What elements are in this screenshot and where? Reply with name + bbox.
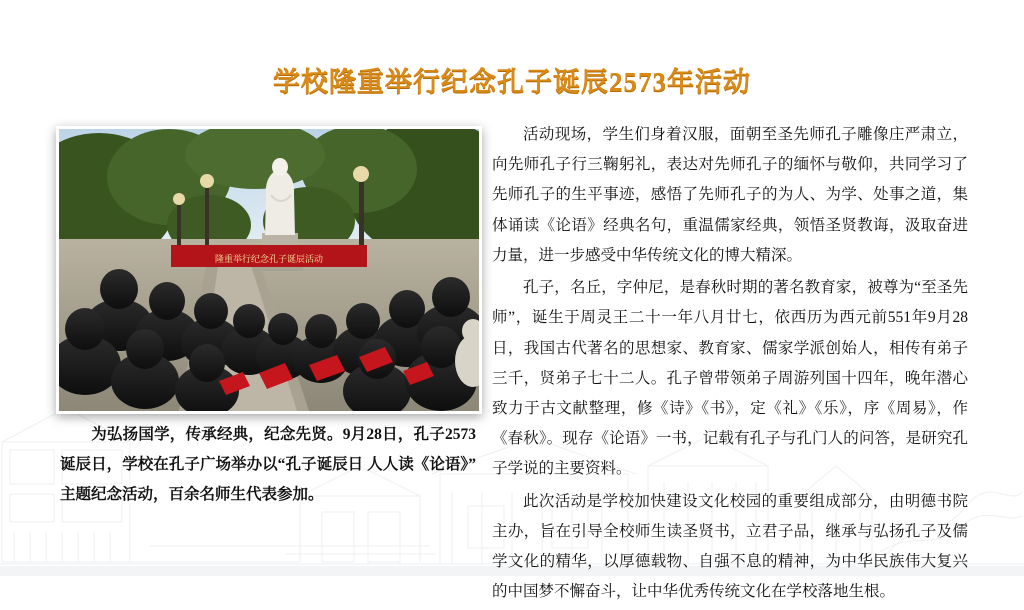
caption-text: 为弘扬国学，传承经典，纪念先贤。9月28日，孔子2573诞辰日，学校在孔子广场举办以“孔子诞辰日 人人读《论语》”主题纪念活动，百余名师生代表参加。 <box>60 426 476 504</box>
page-title: 学校隆重举行纪念孔子诞辰2573年活动 <box>273 67 751 98</box>
page-title-container <box>0 42 1024 117</box>
ceremony-photo <box>56 126 482 414</box>
article-paragraph-2: 孔子，名丘，字仲尼，是春秋时期的著名教育家，被尊为“至圣先师”，诞生于周灵王二十一年八月廿七，依西历为西元前551年9月28日，我国古代著名的思想家、教育家、儒家学派创始人，相传有弟子三千，贤弟子七十二人。孔子曾带领弟子周游列国十四年，晚年潜心致力于古文献整理，修《诗》《书》，定《礼》《乐》，序《周易》，作《春秋》。现存《论语》一书，记载有孔子与孔门人的问答，是研究孔子学说的主要资料。 <box>492 279 968 478</box>
svg-text:隆重举行纪念孔子诞辰活动: 隆重举行纪念孔子诞辰活动 <box>214 254 324 264</box>
photo-caption <box>60 420 476 511</box>
article-paragraph-1: 活动现场，学生们身着汉服，面朝至圣先师孔子雕像庄严肃立，向先师孔子行三鞠躬礼，表达对先师孔子的缅怀与敬仰，共同学习了先师孔子的生平事迹，感悟了先师孔子的为人、为学、处事之道，集体诵读《论语》经典名句，重温儒家经典，领悟圣贤教诲，汲取奋进力量，进一步感受中华传统文化的博大精深。 <box>492 126 968 264</box>
article-body <box>492 120 968 610</box>
article-paragraph-3: 此次活动是学校加快建设文化校园的重要组成部分，由明德书院主办，旨在引导全校师生读圣贤书，立君子品，继承与弘扬孔子及儒学文化的精华，以厚德载物、自强不息的精神，为中华民族伟大复兴的中国梦不懈奋斗，让中华优秀传统文化在学校落地生根。 <box>492 492 968 601</box>
